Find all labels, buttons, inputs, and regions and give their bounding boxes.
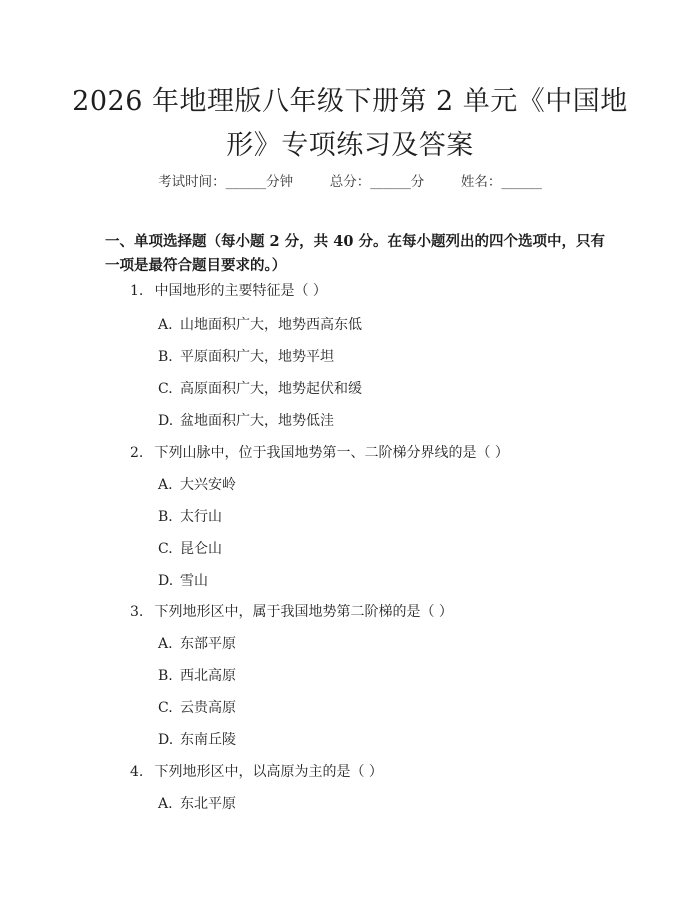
question-number: 2. bbox=[130, 445, 144, 461]
question-1-option-d[interactable] bbox=[158, 410, 334, 430]
option-text: 东北平原 bbox=[180, 796, 236, 812]
option-label: A. bbox=[158, 796, 173, 812]
question-2-option-b[interactable] bbox=[158, 506, 222, 526]
question-1-option-c[interactable] bbox=[158, 378, 362, 398]
question-3-option-a[interactable] bbox=[158, 633, 236, 653]
section-heading: 一、单项选择题（每小题 2 分，共 40 分。在每小题列出的四个选项中，只有一项是最符合题目要求的。） bbox=[105, 233, 605, 274]
question-1-option-b[interactable] bbox=[158, 346, 334, 366]
question-number: 4. bbox=[130, 764, 144, 780]
question-stem: 下列山脉中，位于我国地势第一、二阶梯分界线的是（ ） bbox=[154, 445, 509, 461]
option-text: 东部平原 bbox=[180, 636, 236, 652]
question-stem: 下列地形区中，属于我国地势第二阶梯的是（ ） bbox=[154, 604, 453, 620]
option-label: D. bbox=[158, 732, 174, 748]
question-2-option-c[interactable] bbox=[158, 538, 222, 558]
option-label: B. bbox=[158, 668, 173, 684]
option-label: B. bbox=[158, 349, 173, 365]
option-text: 太行山 bbox=[180, 509, 222, 525]
document-title: 2026 年地理版八年级下册第 2 单元《中国地形》专项练习及答案 bbox=[72, 86, 628, 161]
option-text: 雪山 bbox=[180, 573, 208, 589]
total-score-label: 总分：______分 bbox=[329, 174, 425, 190]
option-label: C. bbox=[158, 381, 173, 397]
question-3 bbox=[130, 601, 453, 621]
question-2 bbox=[130, 442, 509, 462]
question-3-option-c[interactable] bbox=[158, 697, 236, 717]
question-stem: 中国地形的主要特征是（ ） bbox=[154, 283, 327, 299]
question-1 bbox=[130, 280, 327, 300]
option-text: 大兴安岭 bbox=[180, 477, 236, 493]
option-label: B. bbox=[158, 509, 173, 525]
question-4-option-a[interactable] bbox=[158, 793, 236, 813]
option-text: 山地面积广大，地势西高东低 bbox=[180, 317, 362, 333]
exam-time-label: 考试时间：______分钟 bbox=[158, 174, 294, 190]
option-text: 盆地面积广大，地势低洼 bbox=[180, 413, 334, 429]
option-label: C. bbox=[158, 541, 173, 557]
option-label: D. bbox=[158, 573, 174, 589]
student-name-label: 姓名：______ bbox=[460, 174, 542, 190]
option-text: 西北高原 bbox=[180, 668, 236, 684]
option-text: 昆仑山 bbox=[180, 541, 222, 557]
option-text: 高原面积广大，地势起伏和缓 bbox=[180, 381, 362, 397]
question-stem: 下列地形区中，以高原为主的是（ ） bbox=[154, 764, 383, 780]
option-label: C. bbox=[158, 700, 173, 716]
option-text: 云贵高原 bbox=[180, 700, 236, 716]
question-3-option-b[interactable] bbox=[158, 665, 236, 685]
option-label: A. bbox=[158, 636, 173, 652]
question-number: 3. bbox=[130, 604, 144, 620]
question-number: 1. bbox=[130, 283, 144, 299]
option-text: 平原面积广大，地势平坦 bbox=[180, 349, 334, 365]
option-text: 东南丘陵 bbox=[180, 732, 236, 748]
option-label: D. bbox=[158, 413, 174, 429]
exam-info-line bbox=[0, 170, 700, 190]
question-1-option-a[interactable] bbox=[158, 314, 362, 334]
question-3-option-d[interactable] bbox=[158, 729, 236, 749]
option-label: A. bbox=[158, 317, 173, 333]
question-4 bbox=[130, 761, 383, 781]
question-2-option-a[interactable] bbox=[158, 474, 236, 494]
option-label: A. bbox=[158, 477, 173, 493]
question-2-option-d[interactable] bbox=[158, 570, 208, 590]
